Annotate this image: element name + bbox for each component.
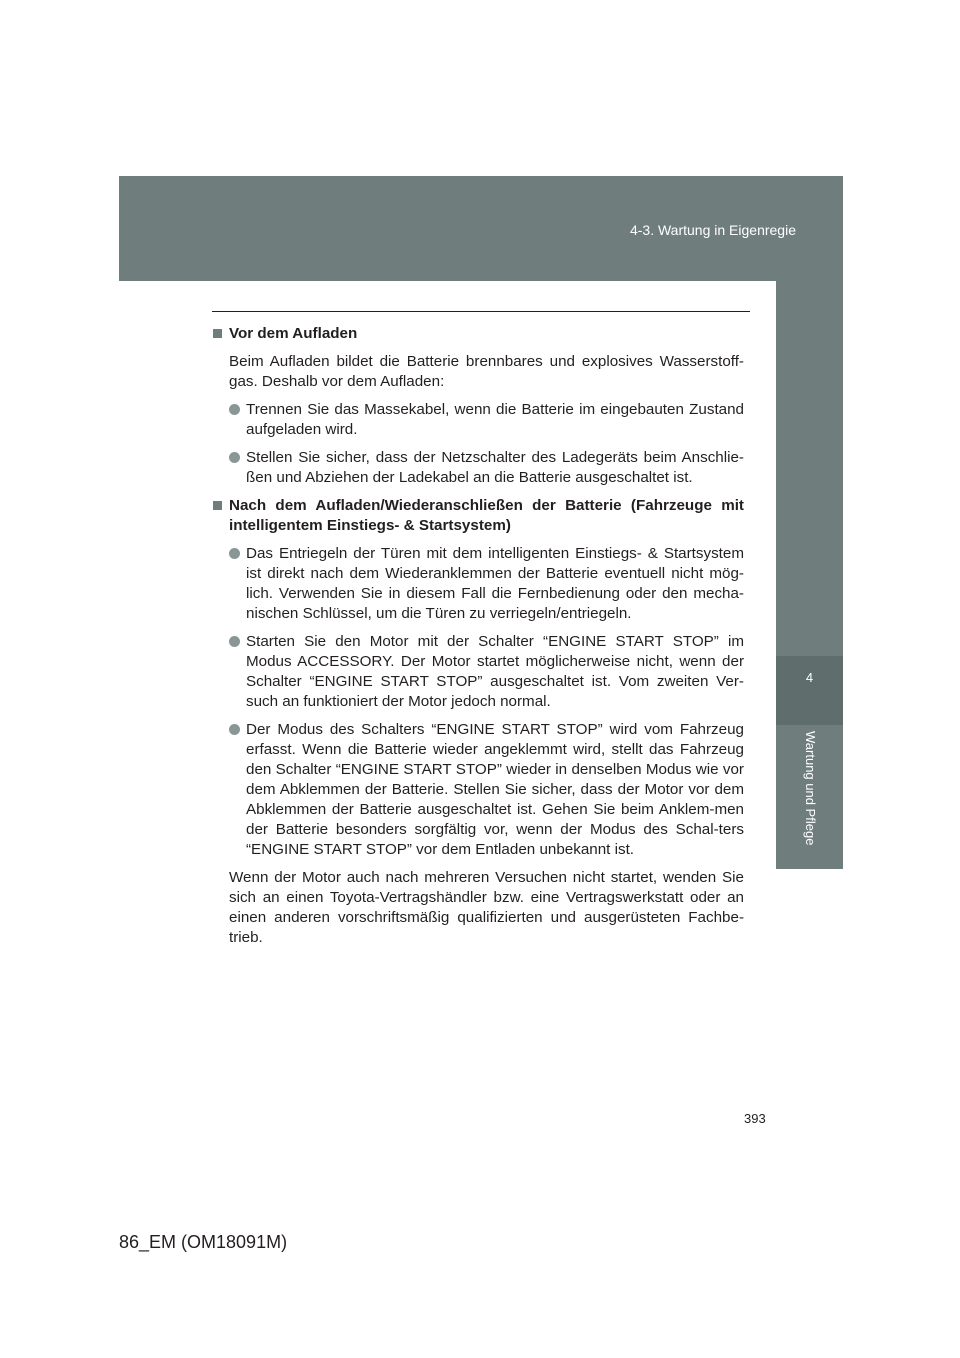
round-bullet-icon (229, 404, 240, 415)
paragraph: Wenn der Motor auch nach mehreren Versuchen nicht startet, wenden Sie sich an einen Toyota-Vertragshändler bzw. eine Vertragswerkstatt oder an einen anderen vorschriftsmäßig qualifizierten und ausgerüsteten Fachbe-trieb. (229, 869, 744, 946)
bullet-item (229, 448, 744, 488)
main-content (213, 324, 744, 956)
round-bullet-icon (229, 636, 240, 647)
bullet-item (229, 400, 744, 440)
bullet-text: Das Entriegeln der Türen mit dem intelligenten Einstiegs- & Startsystem ist direkt nach dem Wiederanklemmen der Batterie eventuell nicht mög-lich. Verwenden Sie in diesem Fall die Fernbedienung oder den mecha-nischen Schlüssel, um die Türen zu verriegeln/entriegeln. (246, 545, 744, 622)
bullet-text: Der Modus des Schalters “ENGINE START STOP” wird vom Fahrzeug erfasst. Wenn die Batterie wieder angeklemmt wird, stellt das Fahrzeug den Schalter “ENGINE START STOP” wieder in denselben Modus wie vor dem Abklemmen der Batterie. Stellen Sie sicher, dass der Motor vor dem Abklemmen der Batterie ausgeschaltet ist. Gehen Sie beim Anklem-men der Batterie besonders sorgfältig vor, wenn der Modus des Schal-ters “ENGINE START STOP” vor dem Entladen unbekannt ist. (246, 721, 744, 858)
bullet-text: Starten Sie den Motor mit der Schalter “ENGINE START STOP” im Modus ACCESSORY. Der Motor startet möglicherweise nicht, wenn der Schalter “ENGINE START STOP” ausgeschaltet ist. Vom zweiten Ver-such an funktioniert der Motor jedoch normal. (246, 633, 744, 710)
square-bullet-icon (213, 329, 222, 338)
section-heading (213, 324, 744, 344)
heading-text: Vor dem Aufladen (229, 325, 358, 342)
round-bullet-icon (229, 548, 240, 559)
bullet-item (229, 544, 744, 624)
bullet-item (229, 632, 744, 712)
paragraph: Beim Aufladen bildet die Batterie brennbares und explosives Wasserstoff-gas. Deshalb vor dem Aufladen: (229, 353, 744, 390)
chapter-label: Wartung und Pflege (803, 731, 818, 846)
page-number: 393 (744, 1111, 766, 1126)
chapter-number-box (776, 656, 843, 725)
header-band (119, 176, 843, 281)
section-heading (213, 496, 744, 536)
round-bullet-icon (229, 724, 240, 735)
square-bullet-icon (213, 501, 222, 510)
round-bullet-icon (229, 452, 240, 463)
section-title: 4-3. Wartung in Eigenregie (629, 222, 796, 238)
top-rule (212, 311, 750, 312)
bullet-text: Trennen Sie das Massekabel, wenn die Batterie im eingebauten Zustand aufgeladen wird. (246, 401, 744, 438)
document-code: 86_EM (OM18091M) (119, 1232, 288, 1252)
bullet-text: Stellen Sie sicher, dass der Netzschalter des Ladegeräts beim Anschlie-ßen und Abziehen der Ladekabel an die Batterie ausgeschaltet ist. (246, 449, 744, 486)
bullet-item (229, 720, 744, 860)
chapter-number: 4 (805, 670, 814, 685)
heading-text: Nach dem Aufladen/Wiederanschließen der Batterie (Fahrzeuge mit intelligentem Einstiegs- & Startsystem) (229, 497, 744, 534)
chapter-side-tab (776, 281, 843, 869)
